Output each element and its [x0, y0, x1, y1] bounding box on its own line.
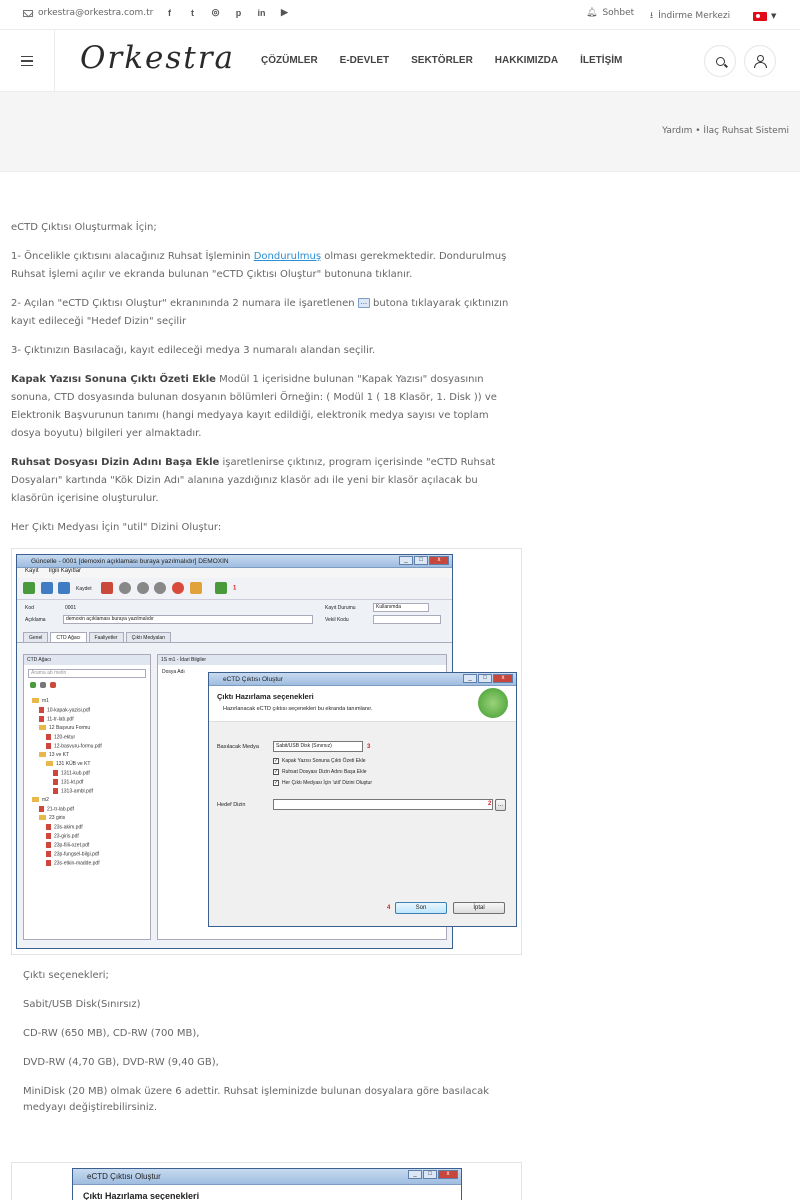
- menu-toggle-button[interactable]: [0, 30, 55, 92]
- option-item: Sabit/USB Disk(Sınırsız): [23, 999, 141, 1010]
- turkish-flag-icon[interactable]: [753, 12, 767, 21]
- tree-item: 1311-kub.pdf: [32, 770, 150, 779]
- tree-item: 120-ektur: [32, 734, 150, 743]
- folder-icon: [46, 761, 53, 766]
- tree-item: 23p-fungsel-bilgi.pdf: [32, 851, 150, 860]
- logo[interactable]: Orkestra: [80, 40, 236, 76]
- folder-icon: [39, 725, 46, 730]
- dialog-2-title: eCTD Çıktısı Oluştur _ □ x: [73, 1169, 461, 1185]
- step-1: 1- Öncelikle çıktısını alacağınız Ruhsat İşleminin Dondurulmuş olması gerekmektedir. Dondurulmuş Ruhsat İşlemi açılır ve ekranda bulunan "eCTD Çıktısı Oluştur" butonuna tıklanır.: [11, 251, 507, 280]
- chat-link[interactable]: [586, 8, 634, 18]
- download-center-link[interactable]: [650, 8, 730, 24]
- contact-email[interactable]: [23, 8, 153, 18]
- pdf-file-icon: [39, 716, 44, 722]
- pdf-file-icon: [46, 833, 51, 839]
- tree-item: 13 ve KT: [32, 752, 150, 761]
- main-form: Kod 0001 Açıklama demoxin açıklaması buraya yazılmalıdır Kayıt Durumu Kullanımda Vekil Kodu: [17, 600, 452, 632]
- chevron-down-icon[interactable]: ▼: [771, 12, 777, 20]
- nav-item-e-devlet[interactable]: E-DEVLET: [339, 55, 390, 66]
- tree-item: 12-basvuru-formu.pdf: [32, 743, 150, 752]
- pdf-file-icon: [46, 851, 51, 857]
- main-tabs: Genel CTD Ağacı Faaliyetler Çıktı Medyaları: [17, 632, 452, 643]
- kapak-title: Kapak Yazısı Sonuna Çıktı Özeti Ekle: [11, 374, 216, 385]
- util-paragraph: Her Çıktı Medyası İçin "util" Dizini Oluştur:: [11, 522, 222, 533]
- page-banner: [0, 92, 800, 172]
- pdf-file-icon: [46, 824, 51, 830]
- folder-icon: [39, 815, 46, 820]
- folder-icon: [32, 698, 39, 703]
- main-nav: [261, 55, 622, 66]
- pdf-file-icon: [53, 770, 58, 776]
- tree-item: 23s-akim.pdf: [32, 824, 150, 833]
- account-button[interactable]: [744, 45, 776, 77]
- option-item: CD-RW (650 MB), CD-RW (700 MB),: [23, 1028, 200, 1039]
- instagram-icon[interactable]: ◎: [211, 7, 220, 17]
- main-window-title: Güncelle - 0001 [demoxin açıklaması buraya yazılmalıdır] DEMOXIN _ □ x: [17, 555, 452, 568]
- ectd-dialog-2: [72, 1168, 462, 1200]
- tree-item: m1: [32, 698, 150, 707]
- ectd-screenshot: [11, 548, 522, 955]
- kapak-paragraph: Kapak Yazısı Sonuna Çıktı Özeti Ekle Modül 1 içerisidne bulunan "Kapak Yazısı" dosyasının sonuna, CTD dosyasında bulunan dosyanın bölümleri Örneğin: ( Modül 1 ( 18 Klasör, 1. Disk )) ve Elektronik Başvurunun tanımı (hangi medyaya kayıt edildiği, elektronik medya sayısı ve toplam dosya boyutu) bilgileri yer almaktadır.: [11, 374, 497, 439]
- dialog-2-heading: Çıktı Hazırlama seçenekleri: [83, 1191, 200, 1200]
- tree-item: 11-tr-lab.pdf: [32, 716, 150, 725]
- nav-item-sektorler[interactable]: SEKTÖRLER: [411, 55, 473, 66]
- ectd-dialog: eCTD Çıktısı Oluştur _ □ x Çıktı Hazırlama seçenekleri Hazırlanacak eCTD çıktısı seçenekleri bu ekranda tanımlanır. Basılacak Medya Sabit/USB Disk (Sınırsız) 3 ✓ Kapak Yazısı Sonuna Çıktı Özeti Ekle ✓ Ruhsat Dosyası Dizin Adını Başa Ekle ✓ Her Çıktı Medyası İçin 'util' Dizini Oluştur Hedef Dizin 2 ... 4 Son İptal: [208, 672, 517, 927]
- media-options: [23, 968, 493, 1129]
- options-heading: Çıktı seçenekleri;: [23, 970, 109, 981]
- breadcrumb-item-current: İlaç Ruhsat Sistemi: [703, 126, 789, 136]
- tree-item: m2: [32, 797, 150, 806]
- search-button[interactable]: [704, 45, 736, 77]
- nav-item-cozumler[interactable]: ÇÖZÜMLER: [261, 55, 318, 66]
- bell-icon: 🔔︎: [586, 8, 598, 18]
- ectd-dialog-screenshot: [11, 1162, 522, 1200]
- tree-item: 1313-ambl.pdf: [32, 788, 150, 797]
- social-links: [163, 6, 291, 19]
- pdf-file-icon: [46, 743, 51, 749]
- nav-item-hakkimizda[interactable]: HAKKIMIZDA: [494, 55, 559, 66]
- pdf-file-icon: [39, 806, 44, 812]
- media-select: Sabit/USB Disk (Sınırsız): [273, 741, 363, 752]
- pdf-file-icon: [46, 860, 51, 866]
- download-icon: ⭳: [650, 11, 654, 21]
- pdf-file-icon: [39, 707, 44, 713]
- tree-item: 10-kapak-yazisi.pdf: [32, 707, 150, 716]
- browse-inline-icon: ...: [358, 298, 370, 308]
- article-body: [11, 219, 521, 548]
- detail-panel: 1S m1 - İdari Bilgiler Dosya Adı: [157, 654, 447, 940]
- folder-icon: [32, 797, 39, 802]
- tree-item: 21-tr-lab.pdf: [32, 806, 150, 815]
- recycle-icon: [478, 688, 508, 718]
- chat-label: Sohbet: [602, 8, 635, 18]
- pdf-file-icon: [46, 842, 51, 848]
- option-item: MiniDisk (20 MB) olmak üzere 6 adettir. Ruhsat işleminizde bulunan dosyalara göre basılacak medyayı değiştirebilirsiniz.: [23, 1086, 489, 1113]
- pdf-file-icon: [46, 734, 51, 740]
- main-toolbar: Kaydet 1: [17, 578, 452, 600]
- breadcrumb: [662, 126, 789, 136]
- tree-item: 12 Başvuru Formu: [32, 725, 150, 734]
- download-label: İndirme Merkezi: [658, 11, 731, 21]
- ruhsat-title: Ruhsat Dosyası Dizin Adını Başa Ekle: [11, 457, 220, 468]
- facebook-icon[interactable]: f: [168, 7, 171, 18]
- dondurulmus-link[interactable]: Dondurulmuş: [253, 251, 322, 262]
- email-text: orkestra@orkestra.com.tr: [38, 8, 154, 18]
- tree-item: 23-giris.pdf: [32, 833, 150, 842]
- step-3: 3- Çıktınızın Basılacağı, kayıt edileceği medya 3 numaralı alandan seçilir.: [11, 345, 376, 356]
- step-2: 2- Açılan "eCTD Çıktısı Oluştur" ekranınında 2 numara ile işaretlenen ... butona tıklayarak çıktınızın kayıt edileceği "Hedef Dizin" seçilir: [11, 298, 509, 327]
- nav-item-iletisim[interactable]: İLETİŞİM: [580, 55, 623, 66]
- main-menu: Kayıt İlgili Kayıtlar: [17, 568, 452, 578]
- main-header: [0, 30, 800, 92]
- tree-item: 23 giris: [32, 815, 150, 824]
- breadcrumb-separator: •: [695, 126, 701, 136]
- breadcrumb-item-yardim[interactable]: Yardım: [662, 126, 693, 136]
- option-item: DVD-RW (4,70 GB), DVD-RW (9,40 GB),: [23, 1057, 219, 1068]
- tree-item: 23s-etkin-madde.pdf: [32, 860, 150, 869]
- folder-icon: [39, 752, 46, 757]
- user-icon: [754, 55, 766, 67]
- ruhsat-paragraph: Ruhsat Dosyası Dizin Adını Başa Ekle işaretlenirse çıktınız, program içerisinde "eCTD Ruhsat Dosyaları" kartında "Kök Dizin Adı" alanına yazdığınız klasör adı ile yeni bir klasör açılacak bu klasörün içerisine oluşturulur.: [11, 457, 496, 504]
- intro-text: eCTD Çıktısı Oluşturmak İçin;: [11, 222, 157, 233]
- tree-item: 131-kt.pdf: [32, 779, 150, 788]
- twitter-icon[interactable]: t: [191, 7, 194, 18]
- tree-item: 23p-fiili-ozet.pdf: [32, 842, 150, 851]
- pdf-file-icon: [53, 779, 58, 785]
- linkedin-icon[interactable]: in: [257, 7, 266, 18]
- mail-icon: [23, 10, 33, 17]
- tree-panel: CTD Ağacı Arama ab metin m1 10-kapak-yazisi.pdf 11-tr-lab.pdf 12 Başvuru Formu 120-ektur 12-basvuru-formu.pdf 13 ve KT 131 KÜB ve KT 1311-kub.pdf 131-kt.pdf 1313-ambl.pdf m2 21-tr-lab.pdf 23 giris 23s-akim.pdf 23-giris.pdf 23p-fiili-ozet.pdf 23p-fungsel-bilgi.pdf 23s-etkin-madde.pdf: [23, 654, 151, 940]
- hamburger-icon: [21, 56, 33, 58]
- ctd-tree: [24, 694, 150, 869]
- dialog-heading: Çıktı Hazırlama seçenekleri: [217, 692, 314, 701]
- youtube-icon[interactable]: ▶: [281, 7, 288, 17]
- pdf-file-icon: [53, 788, 58, 794]
- dialog-title: eCTD Çıktısı Oluştur _ □ x: [209, 673, 516, 686]
- search-icon: [716, 57, 725, 66]
- top-bar: [0, 0, 800, 30]
- dialog-subheading: Hazırlanacak eCTD çıktısı seçenekleri bu ekranda tanımlanır.: [223, 706, 373, 712]
- tree-item: 131 KÜB ve KT: [32, 761, 150, 770]
- pinterest-icon[interactable]: p: [235, 7, 242, 18]
